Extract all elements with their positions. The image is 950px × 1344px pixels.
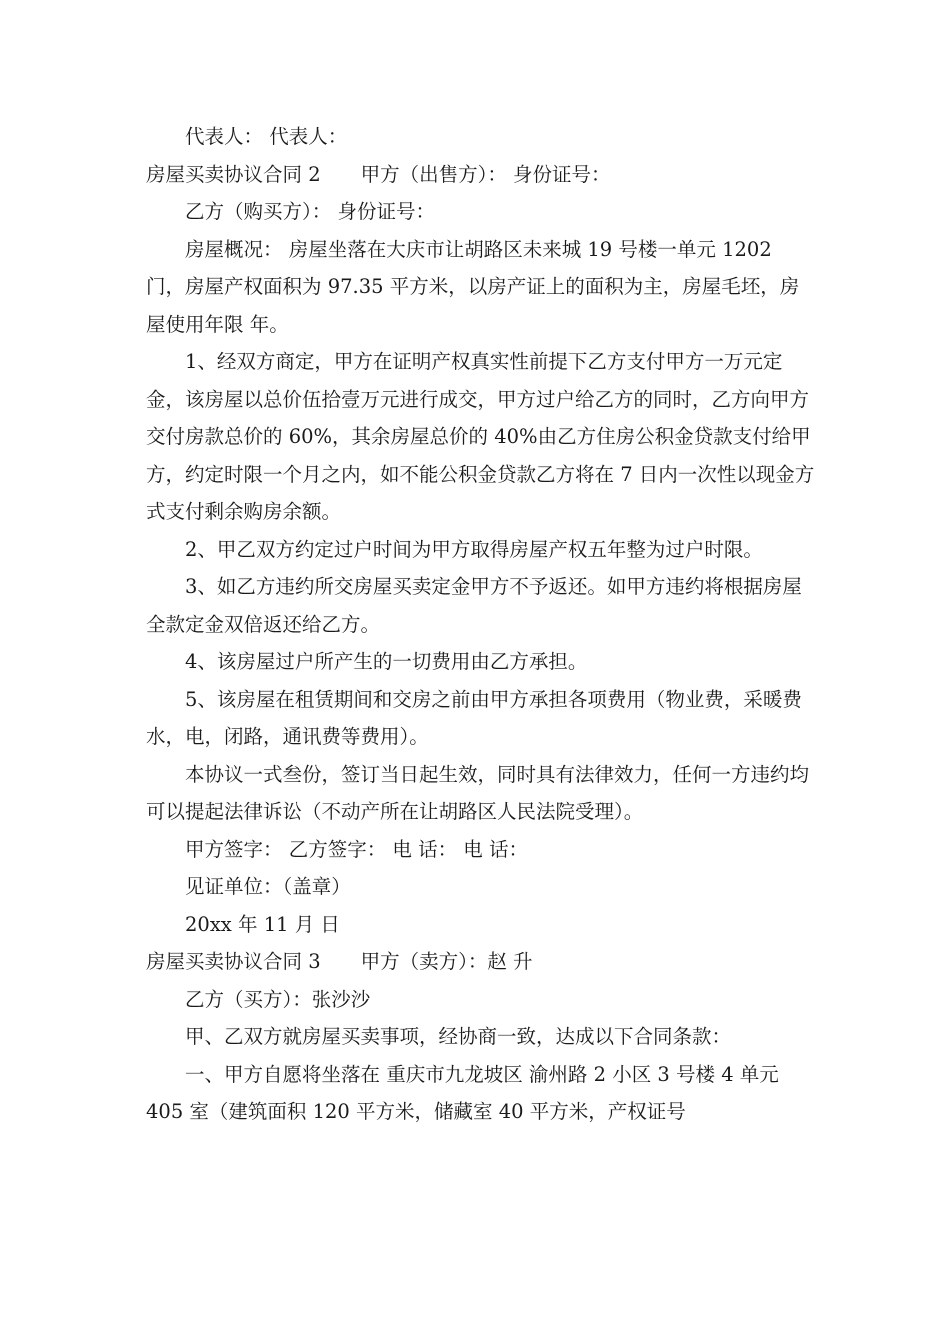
contract-3-intro: 甲、乙双方就房屋买卖事项，经协商一致，达成以下合同条款： [185, 1025, 732, 1048]
contract-3-party-b: 乙方（买方）：张沙沙 [185, 987, 371, 1011]
clause-3: 3、如乙方违约所交房屋买卖定金甲方不予返还。如甲方违约将根据房屋全款定金双倍返还给乙方。 [146, 575, 802, 636]
contract-2-heading [146, 156, 816, 194]
representative-line: 代表人： 代表人： [185, 125, 348, 148]
clause-2: 2、甲乙双方约定过户时间为甲方取得房屋产权五年整为过户时限。 [185, 537, 763, 561]
contract-2-party-a: 甲方（出售方）： 身份证号： [360, 162, 611, 186]
contract-2-party-b: 乙方（购买方）： 身份证号： [185, 200, 435, 223]
effectiveness-clause: 本协议一式叁份，签订当日起生效，同时具有法律效力，任何一方违约均可以提起法律诉讼（不动产所在让胡路区人民法院受理）。 [146, 762, 810, 823]
contract-3-heading [146, 943, 816, 981]
clause-1: 1、经双方商定，甲方在证明产权真实性前提下乙方支付甲方一万元定金，该房屋以总价伍拾壹万元进行成交，甲方过户给乙方的同时，乙方向甲方交付房款总价的 60%，其余房屋总价的 40%由乙方住房公积金贷款支付给甲方，约定时限一个月之内，如不能公积金贷款乙方将在 7 日内一次性以现金方式支付剩余购房余额。 [146, 350, 815, 523]
witness-line: 见证单位：（盖章） [185, 875, 351, 898]
property-overview: 房屋概况： 房屋坐落在大庆市让胡路区未来城 19 号楼一单元 1202 门，房屋产权面积为 97.35 平方米，以房产证上的面积为主，房屋毛坯，房屋使用年限 年。 [146, 237, 800, 336]
date-line: 20xx 年 11 月 日 [185, 912, 340, 936]
contract-3-party-a: 甲方（卖方）：赵 升 [360, 950, 533, 973]
document-body [146, 118, 816, 1131]
contract-3-clause-1: 一、甲方自愿将坐落在 重庆市九龙坡区 渝州路 2 小区 3 号楼 4 单元 405 室（建筑面积 120 平方米，储藏室 40 平方米，产权证号 [146, 1062, 779, 1123]
contract-3-title: 房屋买卖协议合同 3 [146, 950, 321, 973]
contract-2-title: 房屋买卖协议合同 2 [146, 162, 321, 186]
clause-5: 5、该房屋在租赁期间和交房之前由甲方承担各项费用（物业费，采暖费水，电，闭路，通讯费等费用）。 [146, 687, 802, 748]
clause-4: 4、该房屋过户所产生的一切费用由乙方承担。 [185, 650, 588, 673]
signature-line: 甲方签字： 乙方签字： 电 话： 电 话： [185, 837, 528, 861]
